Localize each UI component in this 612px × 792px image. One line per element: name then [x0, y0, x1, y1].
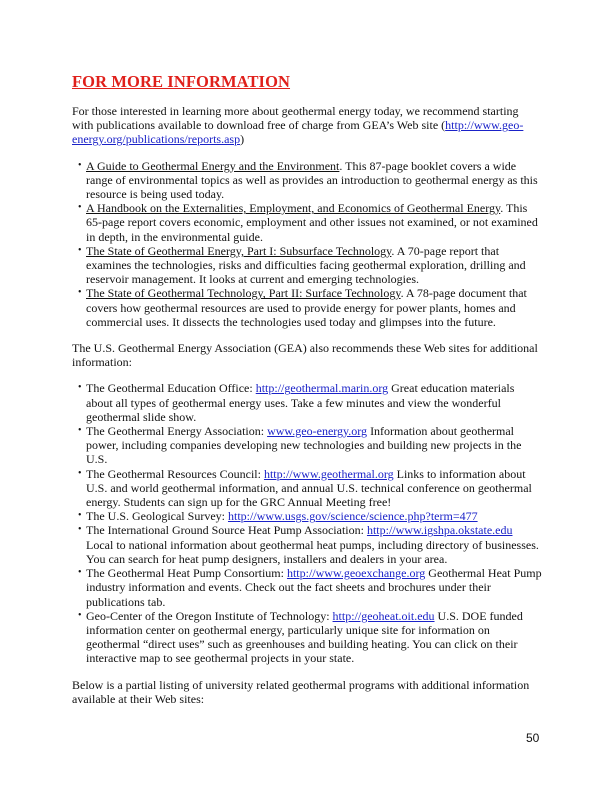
list-item — [72, 509, 542, 523]
publication-desc: . A 78-page document that covers how geothermal resources are used to provide energy for power plants, homes and commercial uses. It dissects the technologies used today and glimpses into the future. — [86, 286, 527, 329]
document-page — [72, 72, 542, 706]
site-name: The Geothermal Energy Association: — [86, 424, 268, 439]
bullet-icon: • — [78, 524, 82, 536]
site-desc: U.S. DOE funded information center on geothermal energy, particularly unique site for information on geothermal “direct uses” such as greenhouses and building heating. You can click on their interactive map to see geothermal projects in your state. — [86, 608, 523, 666]
list-item — [72, 467, 542, 510]
intro-tail: ) — [240, 132, 245, 147]
bullet-icon: • — [78, 609, 82, 621]
site-link[interactable]: http://www.geothermal.org — [263, 466, 394, 481]
list-item — [72, 244, 542, 287]
site-link[interactable]: http://www.geoexchange.org — [286, 566, 426, 581]
websites-list — [72, 381, 542, 665]
site-name: Geo-Center of the Oregon Institute of Technology: — [86, 608, 333, 623]
list-item — [72, 201, 542, 244]
publication-title: A Guide to Geothermal Energy and the Environment — [86, 158, 340, 173]
site-link[interactable]: http://www.igshpa.okstate.edu — [366, 523, 513, 538]
list-item — [72, 286, 542, 329]
list-item — [72, 609, 542, 666]
site-name: The Geothermal Heat Pump Consortium: — [86, 566, 287, 581]
list-item — [72, 424, 542, 467]
bullet-icon: • — [78, 425, 82, 437]
site-link[interactable]: http://www.usgs.gov/science/science.php?term=477 — [227, 509, 478, 524]
publication-desc: . A 70-page report that examines the technologies, risks and difficulties facing geothermal exploration, drilling and reservoir management. It looks at current and emerging technologies. — [86, 243, 526, 287]
list-item — [72, 566, 542, 609]
publication-title: The State of Geothermal Energy, Part I: Subsurface Technology — [86, 243, 392, 258]
publications-list — [72, 159, 542, 329]
bullet-icon: • — [78, 510, 82, 522]
site-name: The U.S. Geological Survey: — [86, 509, 228, 524]
bullet-icon: • — [78, 244, 82, 256]
site-desc: Information about geothermal power, including companies developing new technologies and building new projects in the U.S. — [86, 424, 522, 467]
section-heading: FOR MORE INFORMATION — [72, 72, 291, 91]
site-name: The International Ground Source Heat Pump Association: — [86, 523, 367, 538]
page-number: 50 — [526, 731, 540, 745]
websites-intro: The U.S. Geothermal Energy Association (GEA) also recommends these Web sites for additional information: — [72, 341, 538, 370]
intro-paragraph — [72, 104, 542, 147]
site-desc: Geothermal Heat Pump industry information and events. Check out the fact sheets and brochures under their publications tab. — [86, 566, 542, 609]
intro-text: For those interested in learning more about geothermal energy today, we recommend starting with publications available to download free of charge from GEA’s Web site ( — [72, 104, 519, 133]
publication-desc: . This 87-page booklet covers a wide range of environmental topics as well as provides an introduction to geothermal energy as this resource is being used today. — [86, 158, 538, 202]
bullet-icon: • — [78, 159, 82, 171]
bullet-icon: • — [78, 382, 82, 394]
site-name: The Geothermal Resources Council: — [86, 466, 264, 481]
site-link[interactable]: http://geothermal.marin.org — [255, 381, 389, 396]
publication-desc: . This 65-page report covers economic, employment and other issues not examined, or not examined in depth, in the environmental guide. — [86, 201, 538, 244]
publication-title: A Handbook on the Externalities, Employment, and Economics of Geothermal Energy — [86, 201, 501, 216]
list-item — [72, 381, 542, 424]
gea-reports-link[interactable]: http://www.geo-energy.org/publications/reports.asp — [72, 118, 524, 147]
site-desc: Local to national information about geothermal heat pumps, including directory of businesses. You can search for heat pump designers, installers and dealers in your area. — [86, 537, 539, 566]
closing-paragraph: Below is a partial listing of university related geothermal programs with additional information available at their Web sites: — [72, 677, 530, 706]
site-name: The Geothermal Education Office: — [86, 381, 256, 396]
bullet-icon: • — [78, 202, 82, 214]
bullet-icon: • — [78, 287, 82, 299]
site-link[interactable]: www.geo-energy.org — [267, 424, 368, 439]
list-item — [72, 159, 542, 202]
publication-title: The State of Geothermal Technology, Part II: Surface Technology — [86, 286, 401, 301]
bullet-icon: • — [78, 467, 82, 479]
site-link[interactable]: http://geoheat.oit.edu — [332, 608, 435, 623]
bullet-icon: • — [78, 567, 82, 579]
site-desc: Links to information about U.S. and world geothermal information, and annual U.S. technical conference on geothermal energy. Students can sign up for the GRC Annual Meeting free! — [86, 466, 532, 510]
list-item — [72, 523, 542, 566]
site-desc: Great education materials about all types of geothermal energy uses. Take a few minutes and view the wonderful geothermal slide show. — [86, 381, 515, 424]
